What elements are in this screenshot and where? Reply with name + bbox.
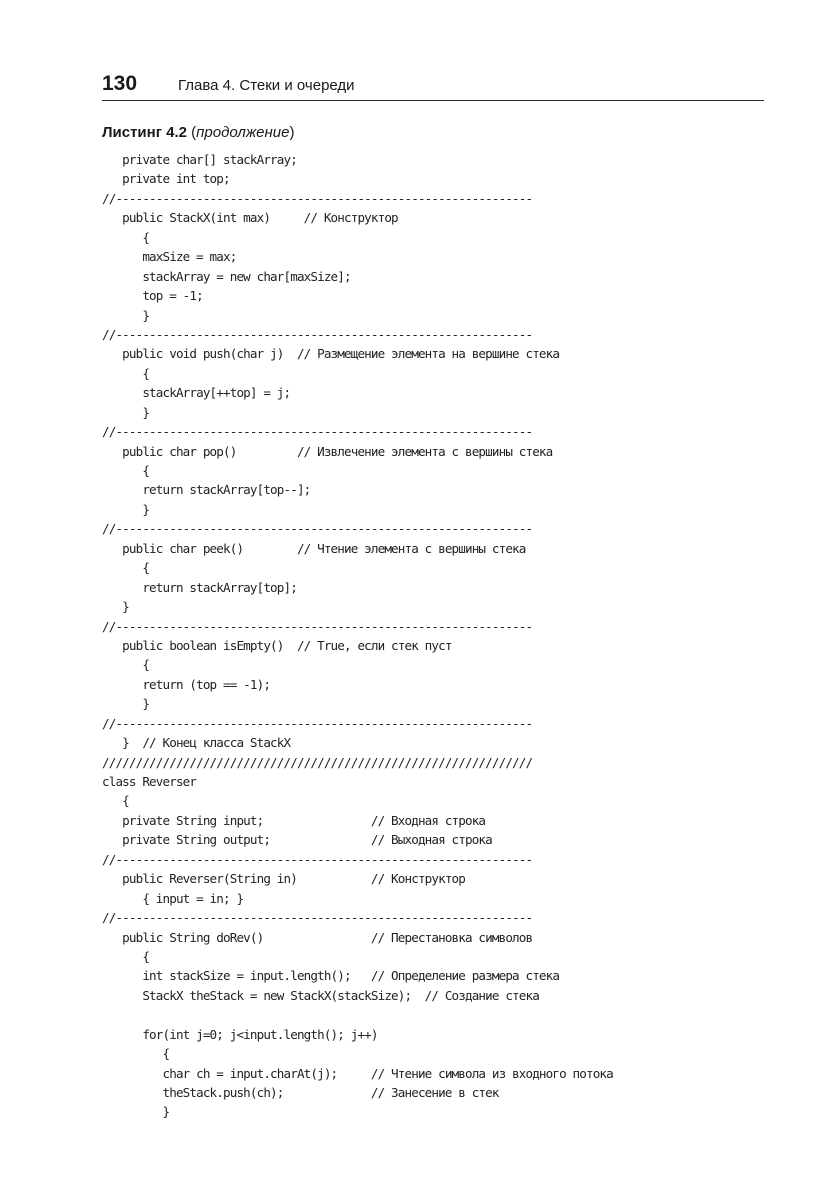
code-line: } [102,599,129,615]
code-line: //-------------------------------------------------------------- [102,326,533,342]
code-line: theStack.push(ch); // Занесение в стек [102,1085,499,1100]
code-line: //-------------------------------------------------------------- [102,618,533,634]
code-line: //-------------------------------------------------------------- [102,190,533,206]
code-line: stackArray = new char[maxSize]; [102,268,351,284]
chapter-title: Глава 4. Стеки и очереди [178,77,355,94]
code-line: top = -1; [102,288,203,304]
code-line: } [102,404,150,420]
code-line: } [102,1104,170,1120]
listing-caption: Листинг 4.2 (продолжение) [102,124,295,141]
code-line: } [102,696,150,712]
code-line [102,1005,613,1024]
code-line: } [102,501,150,517]
code-line: { [102,463,150,478]
code-line: public Reverser(String in) // Конструктор [102,871,465,887]
code-line: { [102,365,150,381]
code-line: private int top; [102,171,230,187]
code-line: public char pop() // Извлечение элемента с вершины стека [102,443,553,459]
code-line: { [102,948,150,964]
code-line: { [102,793,129,809]
code-line: { input = in; } [102,890,244,906]
code-line: { [102,657,150,673]
code-line: private String output; // Выходная строка [102,832,492,848]
code-line: //-------------------------------------------------------------- [102,851,533,867]
code-line: for(int j=0; j<input.length(); j++) [102,1026,378,1042]
code-line: //-------------------------------------------------------------- [102,521,533,537]
page-number: 130 [102,72,138,95]
code-line: stackArray[++top] = j; [102,385,291,401]
code-line: private String input; // Входная строка [102,812,486,828]
code-line: public char peek() // Чтение элемента с вершины стека [102,540,526,556]
code-line: public void push(char j) // Размещение элемента на вершине стека [102,346,560,362]
code-line: StackX theStack = new StackX(stackSize); // Создание стека [102,987,539,1003]
code-line: } [102,307,150,323]
code-line: public boolean isEmpty() // True, если стек пуст [102,637,452,653]
code-listing [102,150,613,1122]
code-line: //-------------------------------------------------------------- [102,424,533,440]
code-line: return (top == -1); [102,676,271,692]
code-line: return stackArray[top]; [102,579,297,595]
listing-label: Листинг 4.2 [102,124,187,141]
code-line: class Reverser [102,774,197,789]
code-line: private char[] stackArray; [102,152,297,167]
code-line: } // Конец класса StackX [102,735,291,751]
code-line: //////////////////////////////////////////////////////////////// [102,754,533,770]
code-line: { [102,1046,170,1062]
code-line: int stackSize = input.length(); // Определение размера стека [102,968,560,984]
code-line: public String doRev() // Перестановка символов [102,929,533,945]
code-line: return stackArray[top--]; [102,482,311,498]
code-line: { [102,229,150,245]
listing-note: продолжение [196,124,290,141]
page-header [102,70,764,101]
code-line: { [102,560,150,576]
code-line: //-------------------------------------------------------------- [102,715,533,731]
code-line: maxSize = max; [102,249,237,265]
code-line: //-------------------------------------------------------------- [102,910,533,926]
code-line: public StackX(int max) // Конструктор [102,210,398,226]
code-line: char ch = input.charAt(j); // Чтение символа из входного потока [102,1065,613,1081]
